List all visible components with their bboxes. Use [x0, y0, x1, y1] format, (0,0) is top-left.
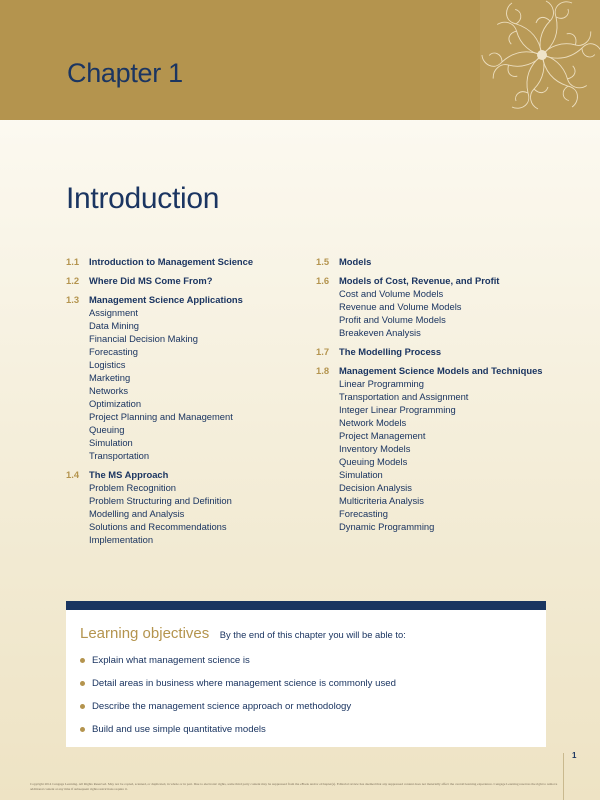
toc-subitem: Profit and Volume Models [339, 314, 446, 325]
toc-heading [316, 274, 556, 287]
toc-number: 1.2 [66, 275, 80, 286]
toc-subitem: Network Models [339, 417, 407, 428]
toc-subitems [66, 481, 296, 546]
toc-subitem: Forecasting [339, 508, 388, 519]
toc-subitem: Optimization [89, 398, 142, 409]
toc-number: 1.1 [66, 256, 80, 267]
toc-number: 1.4 [66, 469, 80, 480]
toc-subitem: Dynamic Programming [339, 521, 435, 532]
copyright-notice: Copyright 2014 Cengage Learning. All Rights Reserved. May not be copied, scanned, or duplicated, in whole or in part. Due to electronic rights, some third party content may be suppressed from the eBook and/or eChapter(s). Editorial review has deemed that any suppressed content does not materially affect the overall learning experience. Cengage Learning reserves the right to remove additional content at any time if subsequent rights restrictions require it. [30, 782, 558, 791]
toc-title: Models [339, 256, 372, 267]
objective-item [80, 677, 396, 700]
learning-objectives-box [66, 610, 546, 747]
objective-text: Detail areas in business where management science is commonly used [92, 678, 396, 689]
toc-number: 1.6 [316, 275, 330, 286]
bullet-dot-icon [80, 681, 85, 686]
toc-heading [66, 274, 296, 287]
toc-section [316, 364, 556, 533]
toc-right-column [316, 255, 556, 539]
toc-subitem: Multicriteria Analysis [339, 495, 424, 506]
toc-subitem: Modelling and Analysis [89, 508, 185, 519]
toc-title: Introduction to Management Science [89, 256, 254, 267]
objective-text: Build and use simple quantitative models [92, 724, 266, 735]
bullet-dot-icon [80, 727, 85, 732]
toc-subitem: Problem Recognition [89, 482, 177, 493]
toc-subitem: Cost and Volume Models [339, 288, 444, 299]
toc-subitems [316, 377, 556, 533]
objectives-title-row [80, 625, 406, 643]
toc-subitem: Breakeven Analysis [339, 327, 421, 338]
toc-subitem: Inventory Models [339, 443, 411, 454]
toc-subitem: Forecasting [89, 346, 138, 357]
page-title: Introduction [66, 182, 220, 215]
toc-section [66, 293, 296, 462]
toc-subitem: Transportation and Assignment [339, 391, 469, 402]
toc-section [66, 468, 296, 546]
toc-heading [66, 255, 296, 268]
toc-heading [316, 364, 556, 377]
toc-subitem: Networks [89, 385, 129, 396]
toc-number: 1.5 [316, 256, 330, 267]
toc-heading [66, 468, 296, 481]
toc-subitems [316, 287, 556, 339]
toc-section [316, 345, 556, 358]
toc-subitem: Solutions and Recommendations [89, 521, 227, 532]
objective-item [80, 700, 396, 723]
toc-subitem: Problem Structuring and Definition [89, 495, 232, 506]
bullet-dot-icon [80, 658, 85, 663]
chapter-label: Chapter 1 [67, 58, 183, 88]
toc-subitem: Project Planning and Management [89, 411, 233, 422]
toc-subitem: Financial Decision Making [89, 333, 198, 344]
toc-title: The Modelling Process [339, 346, 442, 357]
objectives-lead: By the end of this chapter you will be able to: [219, 629, 406, 640]
toc-number: 1.3 [66, 294, 80, 305]
toc-subitem: Assignment [89, 307, 138, 318]
toc-subitem: Revenue and Volume Models [339, 301, 462, 312]
toc-section [66, 274, 296, 287]
objectives-list [80, 654, 396, 746]
toc-section [66, 255, 296, 268]
fractal-flower-icon [480, 0, 600, 120]
toc-title: Management Science Applications [89, 294, 243, 305]
toc-title: Management Science Models and Techniques [339, 365, 543, 376]
toc-subitem: Logistics [89, 359, 126, 370]
page-number: 1 [572, 751, 577, 760]
toc-subitem: Queuing Models [339, 456, 408, 467]
toc-subitem: Project Management [339, 430, 426, 441]
toc-heading [316, 345, 556, 358]
objective-item [80, 723, 396, 746]
toc-subitem: Decision Analysis [339, 482, 412, 493]
objective-item [80, 654, 396, 677]
objective-text: Describe the management science approach or methodology [92, 701, 352, 712]
toc-heading [66, 293, 296, 306]
toc-title: Models of Cost, Revenue, and Profit [339, 275, 500, 286]
margin-rule [563, 753, 564, 800]
toc-subitem: Data Mining [89, 320, 140, 331]
toc-subitems [66, 306, 296, 462]
toc-number: 1.7 [316, 346, 330, 357]
toc-heading [316, 255, 556, 268]
toc-number: 1.8 [316, 365, 330, 376]
objective-text: Explain what management science is [92, 655, 250, 666]
toc-title: The MS Approach [89, 469, 169, 480]
toc-subitem: Integer Linear Programming [339, 404, 456, 415]
toc-subitem: Simulation [89, 437, 133, 448]
toc-section [316, 274, 556, 339]
toc-subitem: Marketing [89, 372, 131, 383]
toc-subitem: Simulation [339, 469, 383, 480]
objectives-top-bar [66, 601, 546, 610]
chapter-header-band [0, 0, 600, 120]
toc-subitem: Transportation [89, 450, 150, 461]
toc-subitem: Queuing [89, 424, 125, 435]
toc-subitem: Linear Programming [339, 378, 424, 389]
toc-subitem: Implementation [89, 534, 154, 545]
toc-title: Where Did MS Come From? [89, 275, 213, 286]
toc-left-column [66, 255, 296, 552]
toc-section [316, 255, 556, 268]
objectives-title: Learning objectives [80, 625, 210, 642]
bullet-dot-icon [80, 704, 85, 709]
